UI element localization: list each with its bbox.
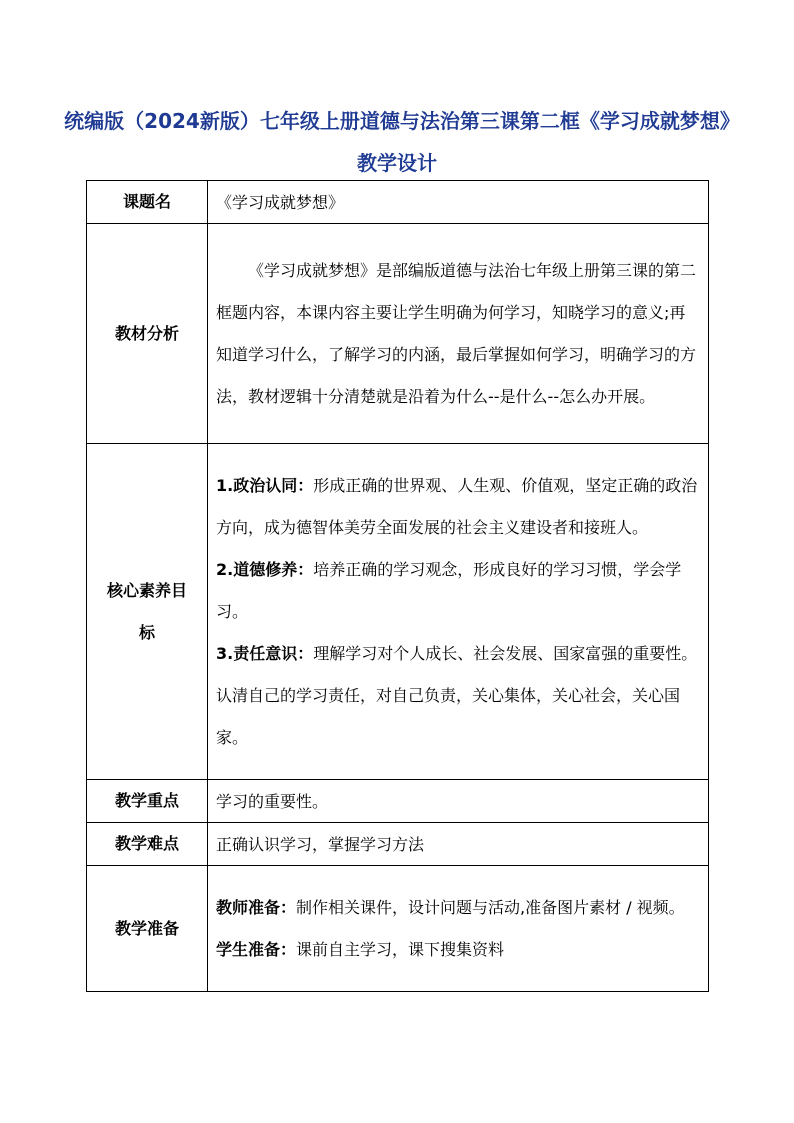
difficulty-label: 教学难点 [87, 823, 208, 866]
table-row [87, 780, 709, 823]
goal-text: 培养正确的学习观念，形成良好的学习习惯，学会学习。 [216, 559, 682, 621]
teacher-prep-text: 制作相关课件，设计问题与活动,准备图片素材 / 视频。 [296, 897, 685, 917]
goal-text: 形成正确的世界观、人生观、价值观，坚定正确的政治方向，成为德智体美劳全面发展的社会主义建设者和接班人。 [216, 475, 698, 537]
goal-item [216, 465, 700, 549]
goal-head: 2.道德修养： [216, 559, 314, 579]
table-row [87, 823, 709, 866]
student-prep [216, 929, 700, 971]
table-row [87, 444, 709, 780]
teacher-prep-head: 教师准备： [216, 897, 297, 917]
goal-item [216, 633, 700, 759]
table-row [87, 181, 709, 224]
analysis-label: 教材分析 [87, 224, 208, 444]
table-row [87, 224, 709, 444]
goal-head: 3.责任意识： [216, 643, 314, 663]
goal-head: 1.政治认同： [216, 475, 314, 495]
student-prep-text: 课前自主学习，课下搜集资料 [296, 939, 505, 959]
difficulty-value: 正确认识学习，掌握学习方法 [208, 823, 709, 866]
document-title: 统编版（2024新版）七年级上册道德与法治第三课第二框《学习成就梦想》教学设计 [64, 109, 730, 175]
key-point-label: 教学重点 [87, 780, 208, 823]
lesson-plan-table [86, 180, 709, 992]
student-prep-head: 学生准备： [216, 939, 297, 959]
topic-value: 《学习成就梦想》 [208, 181, 709, 224]
goal-item [216, 549, 700, 633]
goal-text: 理解学习对个人成长、社会发展、国家富强的重要性。认清自己的学习责任，对自己负责，关心集体，关心社会，关心国家。 [216, 643, 698, 747]
preparation-label: 教学准备 [87, 866, 208, 992]
table-row [87, 866, 709, 992]
analysis-text: 《学习成就梦想》是部编版道德与法治七年级上册第三课的第二框题内容，本课内容主要让学生明确为何学习，知晓学习的意义;再知道学习什么，了解学习的内涵，最后掌握如何学习，明确学习的方法，教材逻辑十分清楚就是沿着为什么--是什么--怎么办开展。 [216, 260, 697, 406]
goals-label: 核心素养目标 [106, 580, 187, 642]
topic-label: 课题名 [87, 181, 208, 224]
teacher-prep [216, 887, 700, 929]
key-point-value: 学习的重要性。 [208, 780, 709, 823]
